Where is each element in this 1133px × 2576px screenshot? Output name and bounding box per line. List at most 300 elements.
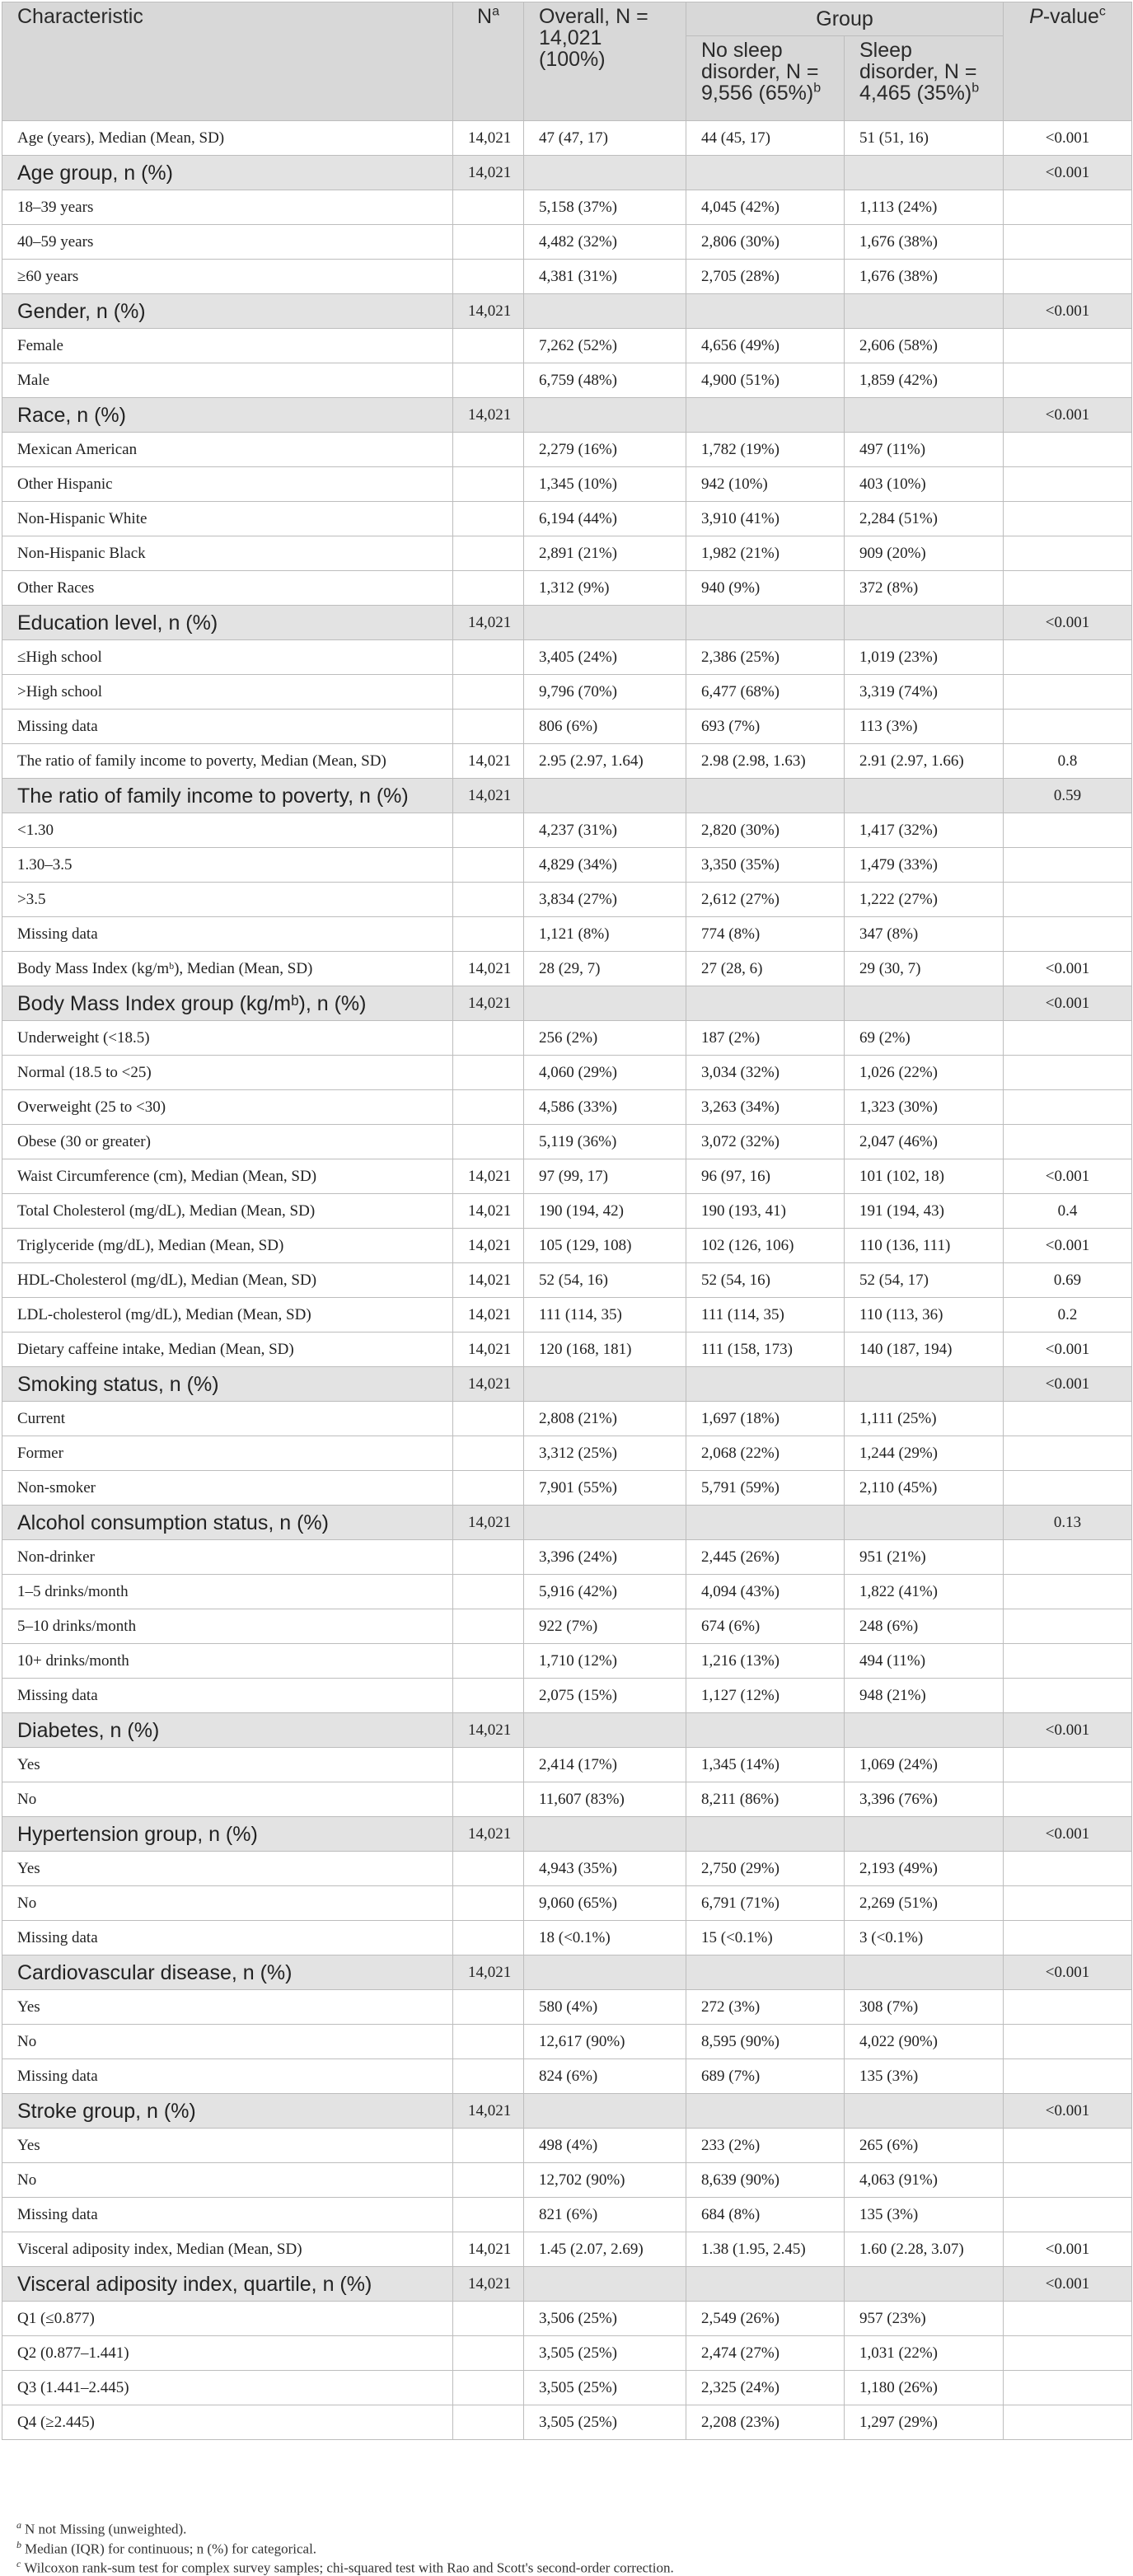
cell-n	[453, 675, 524, 710]
cell-no-sleep-disorder: 102 (126, 106)	[686, 1229, 845, 1263]
cell-overall: 2.95 (2.97, 1.64)	[524, 744, 686, 779]
cell-p-value	[1004, 917, 1132, 952]
cell-overall: 105 (129, 108)	[524, 1229, 686, 1263]
cell-no-sleep-disorder: 693 (7%)	[686, 710, 845, 744]
cell-characteristic: Smoking status, n (%)	[2, 1367, 453, 1402]
table-row	[2, 1540, 1132, 1575]
cell-n	[453, 2336, 524, 2371]
table-section-row	[2, 294, 1132, 329]
cell-characteristic: Non-drinker	[2, 1540, 453, 1575]
cell-n: 14,021	[453, 1159, 524, 1194]
cell-p-value: 0.69	[1004, 1263, 1132, 1298]
cell-no-sleep-disorder	[686, 1955, 845, 1990]
cell-characteristic: >High school	[2, 675, 453, 710]
cell-p-value	[1004, 1056, 1132, 1090]
cell-sleep-disorder	[845, 2094, 1004, 2129]
table-row	[2, 2371, 1132, 2405]
cell-n	[453, 640, 524, 675]
table-row	[2, 502, 1132, 536]
cell-characteristic: Missing data	[2, 2059, 453, 2094]
cell-p-value: 0.2	[1004, 1298, 1132, 1332]
cell-sleep-disorder	[845, 1817, 1004, 1852]
cell-characteristic: <1.30	[2, 813, 453, 848]
table-row	[2, 2198, 1132, 2232]
cell-p-value: 0.8	[1004, 744, 1132, 779]
header-sleep-footnote-mark: b	[971, 81, 980, 96]
cell-overall	[524, 2094, 686, 2129]
cell-overall: 9,796 (70%)	[524, 675, 686, 710]
cell-sleep-disorder: 1,026 (22%)	[845, 1056, 1004, 1090]
cell-n: 14,021	[453, 1298, 524, 1332]
cell-characteristic: Gender, n (%)	[2, 294, 453, 329]
cell-no-sleep-disorder: 27 (28, 6)	[686, 952, 845, 986]
cell-sleep-disorder: 347 (8%)	[845, 917, 1004, 952]
cell-no-sleep-disorder: 1,782 (19%)	[686, 433, 845, 467]
cell-sleep-disorder: 1,222 (27%)	[845, 883, 1004, 917]
cell-characteristic: Triglyceride (mg/dL), Median (Mean, SD)	[2, 1229, 453, 1263]
cell-p-value: <0.001	[1004, 986, 1132, 1021]
cell-p-value	[1004, 813, 1132, 848]
cell-p-value	[1004, 2025, 1132, 2059]
cell-p-value	[1004, 1644, 1132, 1679]
cell-p-value: <0.001	[1004, 1229, 1132, 1263]
table-row	[2, 1402, 1132, 1436]
cell-no-sleep-disorder: 2,820 (30%)	[686, 813, 845, 848]
header-n: $N^a$	[453, 2, 524, 121]
cell-overall: 2,891 (21%)	[524, 536, 686, 571]
cell-n: 14,021	[453, 2232, 524, 2267]
cell-characteristic: Missing data	[2, 2198, 453, 2232]
table-row	[2, 1229, 1132, 1263]
table-row	[2, 813, 1132, 848]
cell-overall: 824 (6%)	[524, 2059, 686, 2094]
cell-p-value: <0.001	[1004, 2232, 1132, 2267]
cell-n: 14,021	[453, 2267, 524, 2302]
cell-p-value: <0.001	[1004, 1367, 1132, 1402]
cell-characteristic: Hypertension group, n (%)	[2, 1817, 453, 1852]
cell-characteristic: Visceral adiposity index, Median (Mean, SD)	[2, 2232, 453, 2267]
cell-characteristic: The ratio of family income to poverty, n (%)	[2, 779, 453, 813]
cell-no-sleep-disorder: 1,127 (12%)	[686, 1679, 845, 1713]
cell-sleep-disorder: 2,193 (49%)	[845, 1852, 1004, 1886]
cell-no-sleep-disorder: 1,345 (14%)	[686, 1748, 845, 1782]
cell-characteristic: ≤High school	[2, 640, 453, 675]
cell-n	[453, 1402, 524, 1436]
cell-n: 14,021	[453, 1506, 524, 1540]
table-section-row	[2, 779, 1132, 813]
table-row	[2, 363, 1132, 398]
characteristics-table	[2, 2, 1132, 2440]
cell-overall: 4,482 (32%)	[524, 225, 686, 260]
table-row	[2, 2336, 1132, 2371]
cell-no-sleep-disorder: 689 (7%)	[686, 2059, 845, 2094]
cell-n	[453, 1644, 524, 1679]
table-row	[2, 1679, 1132, 1713]
cell-no-sleep-disorder: 1,982 (21%)	[686, 536, 845, 571]
cell-overall: 6,759 (48%)	[524, 363, 686, 398]
cell-no-sleep-disorder: 4,656 (49%)	[686, 329, 845, 363]
cell-overall: 52 (54, 16)	[524, 1263, 686, 1298]
cell-no-sleep-disorder: 52 (54, 16)	[686, 1263, 845, 1298]
cell-no-sleep-disorder: 96 (97, 16)	[686, 1159, 845, 1194]
cell-n: 14,021	[453, 156, 524, 190]
table-row	[2, 1748, 1132, 1782]
cell-p-value	[1004, 571, 1132, 606]
cell-n	[453, 2163, 524, 2198]
cell-n: 14,021	[453, 294, 524, 329]
cell-characteristic: Other Hispanic	[2, 467, 453, 502]
cell-n: 14,021	[453, 1263, 524, 1298]
cell-overall: 3,312 (25%)	[524, 1436, 686, 1471]
cell-sleep-disorder: 135 (3%)	[845, 2198, 1004, 2232]
cell-n: 14,021	[453, 1713, 524, 1748]
cell-p-value: <0.001	[1004, 2094, 1132, 2129]
table-row	[2, 1609, 1132, 1644]
cell-characteristic: The ratio of family income to poverty, Median (Mean, SD)	[2, 744, 453, 779]
cell-sleep-disorder: 3 (<0.1%)	[845, 1921, 1004, 1955]
cell-overall: 6,194 (44%)	[524, 502, 686, 536]
cell-p-value: <0.001	[1004, 121, 1132, 156]
cell-characteristic: No	[2, 1782, 453, 1817]
cell-p-value: <0.001	[1004, 1159, 1132, 1194]
cell-no-sleep-disorder: 111 (114, 35)	[686, 1298, 845, 1332]
cell-n: 14,021	[453, 744, 524, 779]
cell-overall: 28 (29, 7)	[524, 952, 686, 986]
cell-no-sleep-disorder: 674 (6%)	[686, 1609, 845, 1644]
cell-n	[453, 2302, 524, 2336]
cell-n: 14,021	[453, 952, 524, 986]
cell-overall: 120 (168, 181)	[524, 1332, 686, 1367]
cell-n: 14,021	[453, 1229, 524, 1263]
cell-overall: 2,279 (16%)	[524, 433, 686, 467]
cell-characteristic: Diabetes, n (%)	[2, 1713, 453, 1748]
cell-p-value	[1004, 2405, 1132, 2440]
table-row	[2, 1090, 1132, 1125]
cell-p-value	[1004, 2198, 1132, 2232]
cell-characteristic: Age (years), Median (Mean, SD)	[2, 121, 453, 156]
cell-n	[453, 190, 524, 225]
cell-p-value	[1004, 675, 1132, 710]
cell-n	[453, 2025, 524, 2059]
table-row	[2, 190, 1132, 225]
cell-overall: 3,505 (25%)	[524, 2336, 686, 2371]
cell-no-sleep-disorder: 2,549 (26%)	[686, 2302, 845, 2336]
cell-p-value	[1004, 536, 1132, 571]
cell-n	[453, 917, 524, 952]
cell-n	[453, 260, 524, 294]
cell-sleep-disorder: 51 (51, 16)	[845, 121, 1004, 156]
cell-no-sleep-disorder	[686, 1713, 845, 1748]
cell-no-sleep-disorder: 2,068 (22%)	[686, 1436, 845, 1471]
cell-sleep-disorder: 29 (30, 7)	[845, 952, 1004, 986]
table-body	[2, 121, 1132, 2440]
cell-p-value: <0.001	[1004, 606, 1132, 640]
cell-n	[453, 2129, 524, 2163]
table-section-row	[2, 1817, 1132, 1852]
cell-characteristic: 10+ drinks/month	[2, 1644, 453, 1679]
cell-overall	[524, 1955, 686, 1990]
cell-sleep-disorder: 110 (113, 36)	[845, 1298, 1004, 1332]
table-row	[2, 329, 1132, 363]
cell-sleep-disorder: 2,110 (45%)	[845, 1471, 1004, 1506]
cell-no-sleep-disorder: 2,325 (24%)	[686, 2371, 845, 2405]
cell-sleep-disorder: 1.60 (2.28, 3.07)	[845, 2232, 1004, 2267]
cell-sleep-disorder: 140 (187, 194)	[845, 1332, 1004, 1367]
cell-sleep-disorder	[845, 1367, 1004, 1402]
cell-sleep-disorder: 951 (21%)	[845, 1540, 1004, 1575]
table-row	[2, 1021, 1132, 1056]
cell-overall: 47 (47, 17)	[524, 121, 686, 156]
cell-characteristic: Overweight (25 to <30)	[2, 1090, 453, 1125]
cell-sleep-disorder: 4,022 (90%)	[845, 2025, 1004, 2059]
cell-characteristic: 18–39 years	[2, 190, 453, 225]
cell-n	[453, 883, 524, 917]
cell-sleep-disorder: 191 (194, 43)	[845, 1194, 1004, 1229]
cell-n	[453, 433, 524, 467]
cell-sleep-disorder: 135 (3%)	[845, 2059, 1004, 2094]
table-section-row	[2, 986, 1132, 1021]
cell-characteristic: Waist Circumference (cm), Median (Mean, SD)	[2, 1159, 453, 1194]
cell-overall: 922 (7%)	[524, 1609, 686, 1644]
cell-overall: 3,505 (25%)	[524, 2405, 686, 2440]
table-row	[2, 1886, 1132, 1921]
cell-n	[453, 329, 524, 363]
table-row	[2, 1575, 1132, 1609]
cell-overall	[524, 1817, 686, 1852]
cell-no-sleep-disorder: 4,094 (43%)	[686, 1575, 845, 1609]
table-row	[2, 848, 1132, 883]
cell-n	[453, 2371, 524, 2405]
cell-sleep-disorder: 494 (11%)	[845, 1644, 1004, 1679]
cell-p-value	[1004, 1609, 1132, 1644]
table-section-row	[2, 2094, 1132, 2129]
cell-p-value: <0.001	[1004, 398, 1132, 433]
cell-n	[453, 467, 524, 502]
cell-no-sleep-disorder: 6,791 (71%)	[686, 1886, 845, 1921]
cell-no-sleep-disorder	[686, 294, 845, 329]
cell-sleep-disorder	[845, 1506, 1004, 1540]
cell-n	[453, 1125, 524, 1159]
cell-overall: 1,710 (12%)	[524, 1644, 686, 1679]
cell-p-value	[1004, 1436, 1132, 1471]
cell-sleep-disorder: 2,047 (46%)	[845, 1125, 1004, 1159]
cell-sleep-disorder: 1,676 (38%)	[845, 260, 1004, 294]
cell-p-value	[1004, 260, 1132, 294]
cell-no-sleep-disorder: 44 (45, 17)	[686, 121, 845, 156]
cell-n	[453, 1609, 524, 1644]
cell-no-sleep-disorder: 2,612 (27%)	[686, 883, 845, 917]
cell-no-sleep-disorder	[686, 398, 845, 433]
cell-p-value	[1004, 2302, 1132, 2336]
cell-p-value	[1004, 1402, 1132, 1436]
cell-overall: 821 (6%)	[524, 2198, 686, 2232]
cell-n	[453, 1782, 524, 1817]
cell-p-value	[1004, 848, 1132, 883]
cell-overall: 1,121 (8%)	[524, 917, 686, 952]
header-p-footnote-mark: c	[1098, 4, 1106, 19]
table-section-row	[2, 1955, 1132, 1990]
cell-overall: 4,060 (29%)	[524, 1056, 686, 1090]
cell-no-sleep-disorder: 2.98 (2.98, 1.63)	[686, 744, 845, 779]
cell-sleep-disorder: 265 (6%)	[845, 2129, 1004, 2163]
cell-characteristic: Yes	[2, 1852, 453, 1886]
cell-n	[453, 1090, 524, 1125]
cell-p-value	[1004, 2163, 1132, 2198]
table-row	[2, 433, 1132, 467]
cell-sleep-disorder: 948 (21%)	[845, 1679, 1004, 1713]
cell-sleep-disorder: 1,297 (29%)	[845, 2405, 1004, 2440]
cell-sleep-disorder	[845, 779, 1004, 813]
cell-overall: 5,119 (36%)	[524, 1125, 686, 1159]
cell-no-sleep-disorder: 684 (8%)	[686, 2198, 845, 2232]
cell-overall	[524, 779, 686, 813]
cell-characteristic: Race, n (%)	[2, 398, 453, 433]
cell-characteristic: Visceral adiposity index, quartile, n (%)	[2, 2267, 453, 2302]
cell-no-sleep-disorder: 190 (193, 41)	[686, 1194, 845, 1229]
cell-characteristic: Education level, n (%)	[2, 606, 453, 640]
cell-sleep-disorder: 909 (20%)	[845, 536, 1004, 571]
cell-no-sleep-disorder: 3,350 (35%)	[686, 848, 845, 883]
cell-sleep-disorder: 110 (136, 111)	[845, 1229, 1004, 1263]
cell-overall: 4,943 (35%)	[524, 1852, 686, 1886]
cell-characteristic: Body Mass Index group (kg/mᵇ), n (%)	[2, 986, 453, 1021]
header-no-sleep-disorder: No sleep disorder, N = 9,556 $(65\%)^b$	[686, 36, 845, 121]
cell-no-sleep-disorder: 774 (8%)	[686, 917, 845, 952]
cell-characteristic: Q1 (≤0.877)	[2, 2302, 453, 2336]
cell-no-sleep-disorder	[686, 2267, 845, 2302]
cell-no-sleep-disorder: 3,910 (41%)	[686, 502, 845, 536]
cell-characteristic: Q2 (0.877–1.441)	[2, 2336, 453, 2371]
cell-overall: 190 (194, 42)	[524, 1194, 686, 1229]
cell-p-value	[1004, 2129, 1132, 2163]
cell-p-value	[1004, 1679, 1132, 1713]
cell-characteristic: Current	[2, 1402, 453, 1436]
cell-p-value: <0.001	[1004, 1713, 1132, 1748]
cell-p-value: <0.001	[1004, 952, 1132, 986]
cell-sleep-disorder: 4,063 (91%)	[845, 2163, 1004, 2198]
cell-overall: 111 (114, 35)	[524, 1298, 686, 1332]
cell-characteristic: Stroke group, n (%)	[2, 2094, 453, 2129]
cell-n: 14,021	[453, 1817, 524, 1852]
cell-p-value: <0.001	[1004, 294, 1132, 329]
cell-overall: 4,586 (33%)	[524, 1090, 686, 1125]
cell-overall: 18 (<0.1%)	[524, 1921, 686, 1955]
cell-p-value	[1004, 2371, 1132, 2405]
cell-characteristic: Other Races	[2, 571, 453, 606]
cell-p-value: 0.59	[1004, 779, 1132, 813]
table-row	[2, 2405, 1132, 2440]
cell-overall: 1,312 (9%)	[524, 571, 686, 606]
cell-overall: 7,901 (55%)	[524, 1471, 686, 1506]
cell-n	[453, 571, 524, 606]
footnote: $^b$ Median (IQR) for continuous; n (%) for categorical.	[16, 2538, 317, 2557]
table-header	[2, 2, 1132, 121]
cell-overall	[524, 156, 686, 190]
cell-p-value	[1004, 1090, 1132, 1125]
cell-n	[453, 848, 524, 883]
table-row	[2, 1852, 1132, 1886]
cell-characteristic: Female	[2, 329, 453, 363]
cell-p-value	[1004, 883, 1132, 917]
table-section-row	[2, 2267, 1132, 2302]
table-row	[2, 744, 1132, 779]
cell-no-sleep-disorder: 2,705 (28%)	[686, 260, 845, 294]
cell-p-value	[1004, 640, 1132, 675]
footnotes	[16, 2517, 1112, 2576]
cell-sleep-disorder: 1,676 (38%)	[845, 225, 1004, 260]
cell-no-sleep-disorder: 2,806 (30%)	[686, 225, 845, 260]
cell-n	[453, 1990, 524, 2025]
cell-n	[453, 1056, 524, 1090]
cell-n	[453, 2059, 524, 2094]
cell-sleep-disorder: 3,319 (74%)	[845, 675, 1004, 710]
table-row	[2, 1644, 1132, 1679]
cell-overall: 3,405 (24%)	[524, 640, 686, 675]
cell-p-value	[1004, 1852, 1132, 1886]
cell-characteristic: Age group, n (%)	[2, 156, 453, 190]
cell-n	[453, 225, 524, 260]
cell-no-sleep-disorder: 1,697 (18%)	[686, 1402, 845, 1436]
table-row	[2, 1990, 1132, 2025]
table-row	[2, 225, 1132, 260]
cell-sleep-disorder: 2,284 (51%)	[845, 502, 1004, 536]
cell-characteristic: Missing data	[2, 917, 453, 952]
cell-characteristic: No	[2, 1886, 453, 1921]
cell-p-value: 0.4	[1004, 1194, 1132, 1229]
cell-n: 14,021	[453, 1194, 524, 1229]
cell-overall: 11,607 (83%)	[524, 1782, 686, 1817]
cell-characteristic: 1.30–3.5	[2, 848, 453, 883]
cell-sleep-disorder: 2,269 (51%)	[845, 1886, 1004, 1921]
cell-sleep-disorder	[845, 1713, 1004, 1748]
cell-sleep-disorder: 1,417 (32%)	[845, 813, 1004, 848]
cell-n	[453, 1748, 524, 1782]
cell-no-sleep-disorder: 2,386 (25%)	[686, 640, 845, 675]
cell-n: 14,021	[453, 986, 524, 1021]
table-row	[2, 2232, 1132, 2267]
cell-sleep-disorder	[845, 2267, 1004, 2302]
cell-p-value: <0.001	[1004, 1332, 1132, 1367]
cell-characteristic: Missing data	[2, 710, 453, 744]
cell-sleep-disorder: 497 (11%)	[845, 433, 1004, 467]
cell-p-value	[1004, 225, 1132, 260]
table-row	[2, 1056, 1132, 1090]
cell-n: 14,021	[453, 2094, 524, 2129]
cell-overall	[524, 986, 686, 1021]
table-row	[2, 1921, 1132, 1955]
cell-characteristic: No	[2, 2163, 453, 2198]
table-row	[2, 121, 1132, 156]
cell-sleep-disorder: 101 (102, 18)	[845, 1159, 1004, 1194]
cell-overall	[524, 2267, 686, 2302]
table-row	[2, 2059, 1132, 2094]
cell-characteristic: Q3 (1.441–2.445)	[2, 2371, 453, 2405]
cell-p-value: <0.001	[1004, 156, 1132, 190]
cell-sleep-disorder: 403 (10%)	[845, 467, 1004, 502]
cell-p-value	[1004, 1782, 1132, 1817]
cell-p-value	[1004, 467, 1132, 502]
cell-no-sleep-disorder: 2,208 (23%)	[686, 2405, 845, 2440]
cell-characteristic: Yes	[2, 1990, 453, 2025]
cell-no-sleep-disorder: 5,791 (59%)	[686, 1471, 845, 1506]
cell-p-value	[1004, 1886, 1132, 1921]
cell-sleep-disorder: 1,479 (33%)	[845, 848, 1004, 883]
table-row	[2, 1125, 1132, 1159]
cell-p-value	[1004, 1921, 1132, 1955]
cell-no-sleep-disorder	[686, 2094, 845, 2129]
cell-overall	[524, 398, 686, 433]
cell-characteristic: Q4 (≥2.445)	[2, 2405, 453, 2440]
